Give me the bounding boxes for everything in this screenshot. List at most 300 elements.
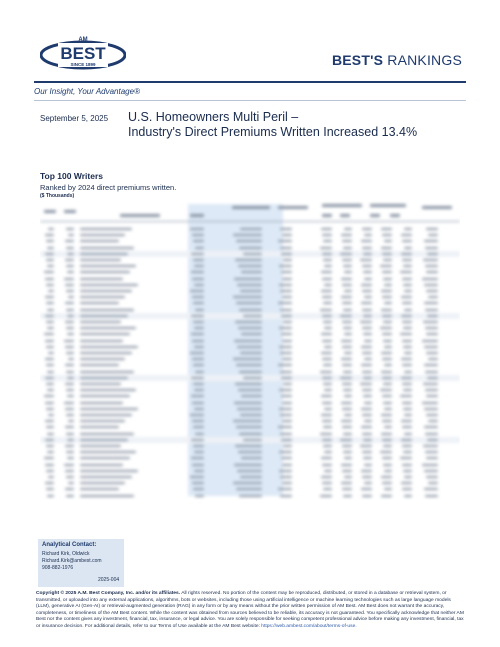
table-cell [321, 271, 332, 273]
table-cell [401, 420, 412, 422]
table-cell [46, 321, 54, 323]
table-cell [340, 439, 352, 441]
table-cell [360, 383, 372, 385]
table-cell [80, 426, 119, 428]
table-cell [361, 470, 372, 472]
table-cell [383, 321, 392, 323]
table-cell [64, 278, 74, 280]
table-cell [46, 346, 54, 348]
table-cell [320, 433, 332, 435]
table-cell [80, 383, 121, 385]
table-cell [423, 383, 438, 385]
table-cell [364, 402, 372, 404]
table-cell [402, 302, 412, 304]
table-cell [425, 309, 438, 311]
table-cell [322, 315, 332, 317]
table-cell [342, 259, 352, 261]
table-cell [423, 259, 438, 261]
table-cell [362, 451, 372, 453]
table-cell [66, 476, 74, 478]
table-cell [424, 240, 438, 242]
table-cell [343, 247, 352, 249]
table-cell [323, 321, 332, 323]
table-cell [80, 284, 138, 286]
table-cell [278, 488, 292, 490]
table-cell [322, 296, 332, 298]
table-cell [322, 278, 332, 280]
section-units: ($ Thousands) [40, 193, 75, 199]
table-cell [279, 470, 292, 472]
table-cell [384, 284, 392, 286]
table-cell [384, 470, 392, 472]
table-cell [190, 476, 204, 478]
table-cell [383, 340, 392, 342]
table-cell [428, 234, 438, 236]
table-cell [47, 495, 54, 497]
table-cell [424, 364, 438, 366]
table-cell [343, 327, 352, 329]
table-cell [66, 352, 74, 354]
table-row [40, 387, 460, 393]
table-cell [340, 315, 352, 317]
table-cell [48, 414, 55, 416]
table-cell [80, 414, 132, 416]
table-cell [382, 333, 392, 335]
table-cell [426, 228, 438, 230]
table-cell [279, 389, 292, 391]
table-cell [361, 240, 372, 242]
table-cell [193, 383, 204, 385]
table-cell [344, 271, 352, 273]
table-cell [403, 389, 412, 391]
table-cell [363, 377, 372, 379]
table-cell [65, 284, 74, 286]
table-cell [324, 408, 332, 410]
table-row [40, 406, 460, 412]
table-cell [240, 476, 262, 478]
table-cell [66, 327, 74, 329]
table-cell [191, 377, 204, 379]
table-row [40, 238, 460, 244]
terms-of-use-link[interactable]: https://web.ambest.com/about/terms-of-use. [261, 623, 357, 629]
table-cell [282, 340, 292, 342]
section-title: Top 100 Writers [40, 171, 103, 181]
table-cell [191, 315, 204, 317]
table-cell [382, 315, 392, 317]
table-cell [342, 445, 352, 447]
table-row [40, 369, 460, 375]
table-cell [381, 247, 392, 249]
table-cell [80, 346, 138, 348]
table-cell [236, 488, 262, 490]
table-cell [80, 309, 134, 311]
table-cell [237, 470, 262, 472]
table-cell [422, 402, 438, 404]
table-cell [321, 333, 332, 335]
table-cell [67, 253, 74, 255]
table-cell [193, 445, 204, 447]
table-cell [282, 358, 292, 360]
logo-am-text: AM [78, 37, 88, 43]
table-cell [281, 457, 292, 459]
table-cell [237, 408, 262, 410]
table-cell [65, 240, 74, 242]
table-cell [280, 247, 292, 249]
table-cell [44, 271, 54, 273]
table-cell [423, 445, 438, 447]
table-cell [80, 389, 136, 391]
table-cell [279, 284, 292, 286]
table-row [40, 437, 460, 443]
table-row [40, 313, 460, 319]
table-cell [427, 253, 438, 255]
table-cell [240, 414, 262, 416]
table-cell [80, 408, 138, 410]
table-cell [402, 340, 412, 342]
table-cell [191, 395, 204, 397]
table-cell [278, 240, 292, 242]
header-divider [34, 81, 466, 83]
table-cell [383, 278, 392, 280]
table-cell [382, 420, 392, 422]
table-cell [343, 389, 352, 391]
table-cell [46, 284, 54, 286]
table-cell [67, 439, 74, 441]
table-cell [45, 253, 54, 255]
table-cell [364, 340, 372, 342]
table-cell [362, 414, 372, 416]
table-cell [384, 302, 392, 304]
table-cell [233, 234, 262, 236]
table-cell [402, 488, 412, 490]
table-cell [323, 240, 332, 242]
table-cell [195, 247, 204, 249]
table-cell [47, 433, 54, 435]
contact-email[interactable]: Richard.Kirk@ambest.com [42, 558, 102, 564]
table-cell [424, 470, 438, 472]
table-cell [66, 265, 74, 267]
table-cell [193, 321, 204, 323]
table-cell [281, 395, 292, 397]
table-cell [364, 420, 372, 422]
table-cell [66, 495, 74, 497]
headline-line-1: U.S. Homeowners Multi Peril – [128, 110, 299, 124]
table-cell [279, 408, 292, 410]
table-cell [46, 470, 54, 472]
table-cell [47, 371, 54, 373]
table-cell [364, 464, 372, 466]
table-cell [236, 364, 262, 366]
table-cell [238, 451, 262, 453]
table-cell [80, 451, 136, 453]
blurred-table-content [40, 200, 460, 500]
table-cell [47, 309, 54, 311]
table-cell [363, 253, 372, 255]
table-cell [235, 321, 262, 323]
table-cell [281, 315, 292, 317]
table-cell [382, 457, 392, 459]
rankings-table-blurred [40, 200, 460, 500]
table-cell [48, 476, 55, 478]
table-cell [320, 495, 332, 497]
table-cell [344, 228, 352, 230]
table-row [40, 462, 460, 468]
table-cell [47, 451, 54, 453]
table-row [40, 319, 460, 325]
table-row [40, 300, 460, 306]
table-cell [46, 383, 54, 385]
table-cell [80, 495, 134, 497]
table-cell [425, 327, 438, 329]
table-cell [383, 383, 392, 385]
table-row [40, 257, 460, 263]
table-cell [322, 402, 332, 404]
table-cell [65, 259, 74, 261]
table-cell [80, 377, 128, 379]
table-cell [66, 309, 74, 311]
table-cell [402, 383, 412, 385]
table-row [40, 269, 460, 275]
table-cell [282, 296, 292, 298]
table-cell [343, 371, 352, 373]
contact-name: Richard Kirk, Oldwick [42, 551, 90, 557]
table-cell [240, 228, 262, 230]
table-cell [190, 352, 204, 354]
table-row [40, 468, 460, 474]
table-cell [192, 340, 204, 342]
table-cell [282, 420, 292, 422]
report-number: 2025-004 [98, 577, 120, 583]
table-cell [343, 495, 352, 497]
table-cell [382, 439, 392, 441]
table-cell [47, 265, 54, 267]
analytical-contact-box [38, 539, 124, 587]
table-cell [425, 451, 438, 453]
table-cell [66, 371, 74, 373]
table-cell [194, 389, 204, 391]
table-cell [280, 476, 292, 478]
table-cell [402, 402, 412, 404]
table-cell [400, 333, 412, 335]
table-cell [239, 247, 262, 249]
table-row [40, 486, 460, 492]
table-cell [46, 302, 54, 304]
table-cell [341, 234, 352, 236]
table-cell [80, 402, 123, 404]
table-cell [279, 346, 292, 348]
contact-title: Analytical Contact: [42, 542, 97, 548]
table-cell [241, 395, 262, 397]
table-cell [342, 346, 352, 348]
table-cell [233, 296, 262, 298]
table-cell [404, 290, 412, 292]
table-cell [68, 296, 75, 298]
table-row [40, 400, 460, 406]
table-cell [401, 296, 412, 298]
table-cell [404, 495, 412, 497]
table-cell [322, 358, 332, 360]
table-cell [381, 371, 392, 373]
table-cell [234, 464, 262, 466]
table-cell [238, 265, 262, 267]
table-row [40, 226, 460, 232]
table-row [40, 294, 460, 300]
table-cell [278, 364, 292, 366]
table-cell [321, 290, 332, 292]
table-row [40, 480, 460, 486]
table-cell [192, 482, 204, 484]
table-cell [192, 278, 204, 280]
table-cell [401, 253, 412, 255]
table-cell [65, 302, 74, 304]
table-cell [361, 426, 372, 428]
table-cell [80, 371, 134, 373]
table-cell [194, 451, 204, 453]
table-cell [66, 451, 74, 453]
table-cell [194, 284, 204, 286]
table-cell [64, 464, 74, 466]
table-cell [279, 451, 292, 453]
table-cell [404, 247, 412, 249]
table-cell [426, 352, 438, 354]
table-row [40, 443, 460, 449]
table-cell [400, 457, 412, 459]
table-cell [400, 395, 412, 397]
table-cell [48, 228, 55, 230]
table-cell [80, 476, 132, 478]
table-cell [384, 240, 392, 242]
table-cell [380, 265, 392, 267]
table-cell [65, 426, 74, 428]
table-cell [322, 340, 332, 342]
table-cell [360, 259, 372, 261]
table-cell [66, 389, 74, 391]
table-cell [48, 352, 55, 354]
table-cell [68, 482, 75, 484]
table-row [40, 251, 460, 257]
table-cell [46, 408, 54, 410]
table-cell [46, 364, 54, 366]
table-cell [239, 433, 262, 435]
table-cell [342, 364, 352, 366]
table-cell [67, 457, 74, 459]
table-cell [363, 315, 372, 317]
table-cell [381, 309, 392, 311]
table-cell [402, 364, 412, 366]
table-header [40, 200, 460, 222]
table-cell [382, 377, 392, 379]
table-cell [45, 377, 54, 379]
table-row [40, 474, 460, 480]
table-cell [324, 470, 332, 472]
table-cell [342, 470, 352, 472]
table-cell [426, 271, 438, 273]
table-cell [44, 395, 54, 397]
table-cell [80, 278, 123, 280]
table-cell [283, 321, 292, 323]
logo-since-text: SINCE 1899 [70, 62, 96, 67]
table-cell [281, 377, 292, 379]
table-cell [45, 358, 54, 360]
table-cell [426, 290, 438, 292]
table-cell [324, 265, 332, 267]
table-cell [47, 327, 54, 329]
table-cell [282, 278, 292, 280]
table-cell [281, 271, 292, 273]
table-cell [234, 340, 262, 342]
table-cell [321, 395, 332, 397]
table-cell [382, 482, 392, 484]
table-cell [80, 340, 123, 342]
table-cell [67, 271, 74, 273]
table-cell [45, 315, 54, 317]
table-cell [342, 488, 352, 490]
tagline-divider [34, 100, 466, 101]
table-cell [234, 402, 262, 404]
table-cell [45, 296, 54, 298]
table-cell [192, 358, 204, 360]
table-cell [191, 271, 204, 273]
table-cell [422, 340, 438, 342]
table-cell [401, 439, 412, 441]
table-cell [428, 296, 438, 298]
table-cell [402, 445, 412, 447]
table-cell [382, 271, 392, 273]
table-cell [80, 352, 132, 354]
table-cell [427, 315, 438, 317]
table-cell [193, 302, 204, 304]
table-row [40, 418, 460, 424]
table-cell [47, 389, 54, 391]
table-cell [341, 278, 352, 280]
table-cell [401, 234, 412, 236]
table-cell [344, 290, 352, 292]
table-cell [323, 488, 332, 490]
table-cell [279, 327, 292, 329]
table-cell [65, 408, 74, 410]
table-cell [380, 389, 392, 391]
table-cell [45, 234, 54, 236]
table-cell [361, 346, 372, 348]
table-cell [241, 271, 262, 273]
table-row [40, 356, 460, 362]
table-cell [402, 259, 412, 261]
table-cell [237, 284, 262, 286]
report-headline [128, 110, 468, 140]
table-cell [343, 309, 352, 311]
table-cell [426, 457, 438, 459]
title-light-part: RANKINGS [387, 52, 462, 68]
contact-phone: 908-882-1976 [42, 565, 74, 571]
table-cell [382, 358, 392, 360]
table-cell [363, 271, 372, 273]
table-cell [428, 358, 438, 360]
table-cell [191, 333, 204, 335]
table-cell [80, 321, 121, 323]
table-cell [425, 371, 438, 373]
table-cell [80, 482, 125, 484]
table-cell [64, 340, 74, 342]
table-cell [324, 389, 332, 391]
disclaimer-text: All rights reserved. No portion of the content may be reproduced, distributed, or stored in a database or retrieval system, or transmitted, or uploaded into any external applications, algorithms, bots or websites, including those using artificial intelligence or machine learning technologies such as large language models (LLM), generative AI (Gen-AI) or retrieval-augmented generation (RAG) in any form or by any means without the prior written permission of AM Best. AM Best does not warrant the accuracy, completeness, or timeliness of the AM Best content. While the content was obtained from sources believed to be reliable, its accuracy is not guaranteed. You specifically acknowledge that neither AM Best nor the content gives any investment, financial, tax, insurance, or legal advice. You are solely responsible for seeking competent professional advice before making any investment, financial, tax or insurance decision. For additional details, refer to our Terms of Use available at the AM Best website: [36, 591, 464, 629]
table-cell [381, 414, 392, 416]
table-cell [362, 327, 372, 329]
table-cell [80, 439, 128, 441]
table-cell [283, 259, 292, 261]
table-cell [46, 426, 54, 428]
table-row [40, 375, 460, 381]
table-cell [402, 278, 412, 280]
